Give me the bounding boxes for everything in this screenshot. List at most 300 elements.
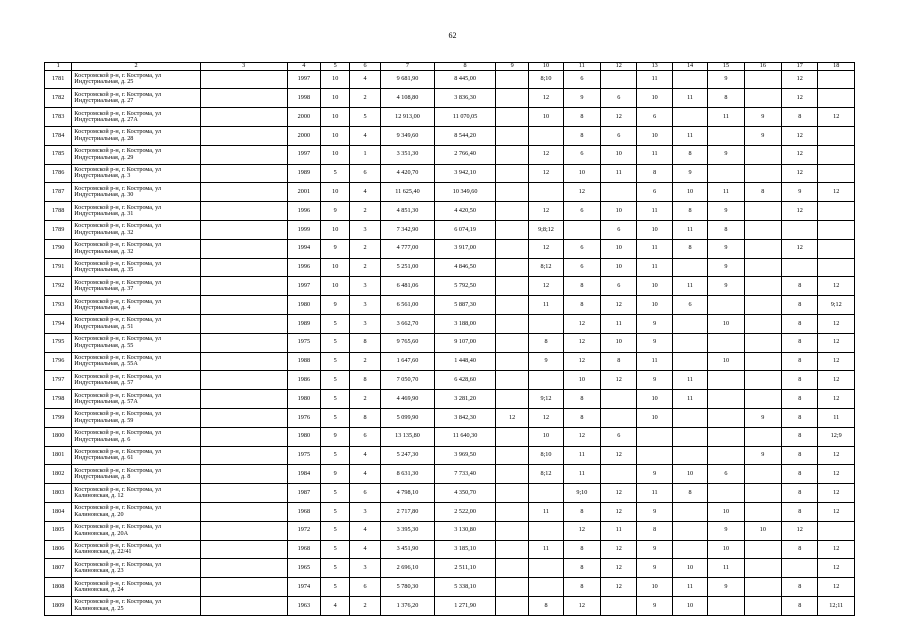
table-cell [708, 484, 744, 503]
table-cell: 12 [782, 164, 818, 183]
table-cell: 1997 [287, 277, 320, 296]
table-cell: 10 [321, 126, 350, 145]
table-cell: 1 [350, 145, 380, 164]
table-cell: 4 846,50 [435, 258, 496, 277]
table-cell [744, 559, 781, 578]
table-cell: 9 [708, 277, 744, 296]
table-cell: 12 [563, 521, 600, 540]
table-cell: 4 777,00 [380, 239, 435, 258]
table-cell [744, 202, 781, 221]
table-cell: 1968 [287, 502, 320, 521]
table-cell: 8 [529, 596, 563, 615]
table-cell: 8 [563, 108, 600, 127]
table-cell: 6 [350, 578, 380, 597]
table-cell: 3 969,50 [435, 446, 496, 465]
address-cell: Костромской р-н, г. Кострома, ул Индустриальная, д. 57А [72, 390, 200, 409]
table-cell [200, 502, 287, 521]
table-cell [529, 314, 563, 333]
table-cell: 11 [563, 446, 600, 465]
table-cell: 8 [708, 89, 744, 108]
table-cell: 10 [672, 183, 707, 202]
table-cell: 3 [350, 296, 380, 315]
table-cell: 11 [637, 70, 672, 89]
table-cell: 6 [563, 258, 600, 277]
table-cell [563, 220, 600, 239]
table-cell: 9 349,60 [380, 126, 435, 145]
row-number-cell: 1790 [45, 239, 72, 258]
table-cell: 12 [529, 145, 563, 164]
column-number-cell: 2 [72, 63, 200, 71]
table-cell [495, 164, 528, 183]
table-cell [495, 465, 528, 484]
row-number-cell: 1807 [45, 559, 72, 578]
table-cell: 12 [818, 502, 855, 521]
table-cell: 8 [637, 164, 672, 183]
row-number-cell: 1789 [45, 220, 72, 239]
table-cell: 10 [321, 183, 350, 202]
table-cell: 12 [818, 183, 855, 202]
table-cell: 1988 [287, 352, 320, 371]
table-cell: 10 [672, 465, 707, 484]
table-row [45, 183, 855, 202]
row-number-cell: 1794 [45, 314, 72, 333]
address-cell: Костромской р-н, г. Кострома, ул Индустриальная, д. 37 [72, 277, 200, 296]
table-cell: 2000 [287, 108, 320, 127]
table-cell: 11 [672, 578, 707, 597]
row-number-cell: 1799 [45, 408, 72, 427]
table-cell [672, 446, 707, 465]
table-cell [782, 258, 818, 277]
table-cell [744, 164, 781, 183]
table-cell: 11 [637, 258, 672, 277]
table-cell: 11 [672, 390, 707, 409]
table-cell [744, 220, 781, 239]
table-cell: 11 625,40 [380, 183, 435, 202]
table-cell [495, 183, 528, 202]
column-number-cell: 18 [818, 63, 855, 71]
table-cell: 10 [672, 596, 707, 615]
table-cell: 10 349,60 [435, 183, 496, 202]
row-number-cell: 1783 [45, 108, 72, 127]
table-cell: 10 [529, 108, 563, 127]
table-cell: 3 836,30 [435, 89, 496, 108]
table-row [45, 89, 855, 108]
table-cell: 12 [782, 70, 818, 89]
table-cell [601, 465, 637, 484]
table-cell: 10 [321, 145, 350, 164]
table-cell: 3 942,10 [435, 164, 496, 183]
table-cell [744, 296, 781, 315]
table-cell: 12 [601, 108, 637, 127]
table-cell: 9 [708, 578, 744, 597]
table-cell [708, 408, 744, 427]
table-cell [495, 70, 528, 89]
table-cell: 6 561,00 [380, 296, 435, 315]
table-cell [672, 521, 707, 540]
housing-register-table [44, 62, 855, 616]
table-cell: 6 [601, 126, 637, 145]
page-number: 62 [448, 31, 457, 40]
table-cell: 11 [672, 89, 707, 108]
table-cell [601, 183, 637, 202]
table-row [45, 540, 855, 559]
table-cell [200, 239, 287, 258]
table-cell: 9 [708, 521, 744, 540]
row-number-cell: 1795 [45, 333, 72, 352]
table-cell: 1975 [287, 333, 320, 352]
table-cell [200, 202, 287, 221]
table-cell: 11 [708, 183, 744, 202]
table-cell: 9 [321, 239, 350, 258]
table-cell: 11 [601, 521, 637, 540]
table-cell: 5 [321, 559, 350, 578]
table-cell [818, 145, 855, 164]
table-cell: 6 [601, 277, 637, 296]
table-cell: 3 [350, 220, 380, 239]
table-cell [744, 145, 781, 164]
row-number-cell: 1792 [45, 277, 72, 296]
table-cell: 8 [563, 502, 600, 521]
table-cell: 12 [782, 89, 818, 108]
table-cell [200, 277, 287, 296]
table-cell: 6 [601, 427, 637, 446]
table-cell [818, 239, 855, 258]
address-cell: Костромской р-н, г. Кострома, ул Индустриальная, д. 27 [72, 89, 200, 108]
table-cell [529, 578, 563, 597]
table-row [45, 314, 855, 333]
table-cell: 6 [563, 70, 600, 89]
table-cell: 9 [637, 596, 672, 615]
table-cell: 1965 [287, 559, 320, 578]
table-cell [200, 596, 287, 615]
table-row [45, 408, 855, 427]
address-cell: Костромской р-н, г. Кострома, ул Индустриальная, д. 55А [72, 352, 200, 371]
table-cell: 6 [672, 296, 707, 315]
table-cell: 9 [744, 408, 781, 427]
table-cell: 5 099,90 [380, 408, 435, 427]
table-row [45, 427, 855, 446]
table-cell: 11 [601, 314, 637, 333]
address-cell: Костромской р-н, г. Кострома, ул Индустриальная, д. 25 [72, 70, 200, 89]
table-cell: 11 [708, 559, 744, 578]
table-cell: 12 [782, 521, 818, 540]
table-cell: 11 [601, 164, 637, 183]
table-row [45, 371, 855, 390]
table-cell [495, 126, 528, 145]
column-number-cell: 17 [782, 63, 818, 71]
table-cell [818, 164, 855, 183]
table-cell [200, 220, 287, 239]
table-row [45, 258, 855, 277]
table-cell: 12 [818, 390, 855, 409]
table-cell: 10 [637, 126, 672, 145]
table-cell [200, 89, 287, 108]
column-number-cell: 12 [601, 63, 637, 71]
table-cell: 10 [637, 277, 672, 296]
table-cell: 5 [321, 333, 350, 352]
table-cell [200, 521, 287, 540]
table-cell [495, 502, 528, 521]
table-cell [200, 126, 287, 145]
table-cell: 10 [637, 220, 672, 239]
table-cell: 4 350,70 [435, 484, 496, 503]
table-cell: 10 [637, 578, 672, 597]
table-cell: 11 [637, 145, 672, 164]
table-cell [200, 559, 287, 578]
column-number-row [45, 63, 855, 71]
table-cell: 3 188,00 [435, 314, 496, 333]
table-cell [529, 559, 563, 578]
table-cell: 3 917,00 [435, 239, 496, 258]
table-cell: 1997 [287, 70, 320, 89]
table-cell [495, 352, 528, 371]
table-cell: 10 [637, 390, 672, 409]
table-cell [708, 446, 744, 465]
table-cell [200, 371, 287, 390]
table-cell: 12 [529, 164, 563, 183]
table-cell: 9 [744, 446, 781, 465]
address-cell: Костромской р-н, г. Кострома, ул Калиновская, д. 23 [72, 559, 200, 578]
table-cell: 6 [350, 427, 380, 446]
table-cell: 9 [782, 183, 818, 202]
table-cell: 9;10 [563, 484, 600, 503]
table-cell: 10 [321, 277, 350, 296]
table-cell [200, 145, 287, 164]
table-row [45, 145, 855, 164]
table-cell [672, 314, 707, 333]
address-cell: Костромской р-н, г. Кострома, ул Индустриальная, д. 51 [72, 314, 200, 333]
table-cell [744, 465, 781, 484]
row-number-cell: 1809 [45, 596, 72, 615]
address-cell: Костромской р-н, г. Кострома, ул Индустриальная, д. 8 [72, 465, 200, 484]
table-cell [672, 352, 707, 371]
table-cell: 8 [782, 465, 818, 484]
table-cell [495, 89, 528, 108]
table-cell: 8 [563, 126, 600, 145]
table-cell: 2 [350, 258, 380, 277]
table-cell: 10 [563, 371, 600, 390]
table-cell: 1975 [287, 446, 320, 465]
table-cell [200, 578, 287, 597]
table-cell [708, 126, 744, 145]
table-cell: 11 [672, 277, 707, 296]
table-cell: 4 [350, 70, 380, 89]
table-cell: 9 [563, 89, 600, 108]
table-row [45, 502, 855, 521]
table-cell [495, 521, 528, 540]
table-cell: 9 [637, 371, 672, 390]
table-cell [200, 258, 287, 277]
table-cell: 10 [321, 70, 350, 89]
table-cell: 5 [321, 484, 350, 503]
table-cell [495, 578, 528, 597]
table-cell: 4 [350, 540, 380, 559]
row-number-cell: 1785 [45, 145, 72, 164]
table-cell: 10 [744, 521, 781, 540]
column-number-cell: 1 [45, 63, 72, 71]
table-cell: 9 [672, 164, 707, 183]
table-cell: 9 [637, 502, 672, 521]
table-cell: 9 [708, 239, 744, 258]
row-number-cell: 1786 [45, 164, 72, 183]
table-cell: 12 [563, 427, 600, 446]
table-cell: 11 [563, 465, 600, 484]
table-cell: 8 [782, 352, 818, 371]
table-cell: 12 [818, 446, 855, 465]
table-cell: 9;8;12 [529, 220, 563, 239]
row-number-cell: 1808 [45, 578, 72, 597]
table-cell: 12 [601, 559, 637, 578]
table-cell: 8 [672, 202, 707, 221]
table-row [45, 390, 855, 409]
table-cell [818, 521, 855, 540]
table-cell: 5 [321, 446, 350, 465]
table-cell: 8 [672, 484, 707, 503]
table-cell [200, 540, 287, 559]
table-cell [200, 427, 287, 446]
table-cell: 11 [708, 108, 744, 127]
table-cell: 1984 [287, 465, 320, 484]
table-cell: 7 342,90 [380, 220, 435, 239]
table-cell: 12 [818, 540, 855, 559]
address-cell: Костромской р-н, г. Кострома, ул Калиновская, д. 25 [72, 596, 200, 615]
table-cell: 5 [321, 521, 350, 540]
table-cell: 8 [782, 390, 818, 409]
table-cell: 11 [672, 371, 707, 390]
table-cell: 6 074,19 [435, 220, 496, 239]
table-cell [672, 258, 707, 277]
row-number-cell: 1798 [45, 390, 72, 409]
table-cell: 11 [529, 540, 563, 559]
table-cell [529, 521, 563, 540]
table-cell: 12 [601, 296, 637, 315]
table-cell: 5 [321, 314, 350, 333]
table-cell: 9 [708, 202, 744, 221]
table-cell [744, 89, 781, 108]
table-row [45, 521, 855, 540]
table-cell: 8 544,20 [435, 126, 496, 145]
table-cell: 11 [818, 408, 855, 427]
table-cell: 10 [321, 108, 350, 127]
table-cell: 11 [672, 126, 707, 145]
table-cell: 10 [708, 314, 744, 333]
table-cell: 1996 [287, 202, 320, 221]
address-cell: Костромской р-н, г. Кострома, ул Индустриальная, д. 32 [72, 220, 200, 239]
table-cell: 10 [601, 145, 637, 164]
table-cell [818, 202, 855, 221]
table-cell: 11 [637, 484, 672, 503]
table-cell [744, 70, 781, 89]
table-cell: 9 [708, 258, 744, 277]
table-cell [200, 446, 287, 465]
column-number-cell: 8 [435, 63, 496, 71]
table-body [45, 63, 855, 616]
address-cell: Костромской р-н, г. Кострома, ул Индустриальная, д. 29 [72, 145, 200, 164]
table-cell: 2 [350, 89, 380, 108]
table-cell: 10 [672, 559, 707, 578]
address-cell: Костромской р-н, г. Кострома, ул Калиновская, д. 22/41 [72, 540, 200, 559]
column-number-cell: 3 [200, 63, 287, 71]
table-cell: 9 [321, 202, 350, 221]
table-cell: 12 [495, 408, 528, 427]
table-cell: 12 [563, 183, 600, 202]
table-cell [744, 258, 781, 277]
table-cell: 6 [350, 164, 380, 183]
table-row [45, 333, 855, 352]
table-cell: 8 [782, 484, 818, 503]
table-cell [672, 408, 707, 427]
table-cell [601, 70, 637, 89]
table-cell: 10 [321, 220, 350, 239]
row-number-cell: 1787 [45, 183, 72, 202]
table-cell: 4 420,70 [380, 164, 435, 183]
table-cell: 8 [563, 390, 600, 409]
table-cell [200, 408, 287, 427]
table-row [45, 352, 855, 371]
table-cell: 5 [321, 502, 350, 521]
table-cell: 11 [637, 352, 672, 371]
table-cell [200, 70, 287, 89]
table-cell: 4 798,10 [380, 484, 435, 503]
table-cell [708, 390, 744, 409]
table-cell [672, 333, 707, 352]
table-cell: 8 [672, 145, 707, 164]
table-cell: 6 [637, 183, 672, 202]
table-cell: 9 [321, 296, 350, 315]
table-cell [818, 220, 855, 239]
table-cell: 10 [529, 427, 563, 446]
table-cell: 9 107,00 [435, 333, 496, 352]
table-cell [529, 183, 563, 202]
table-cell: 9 [637, 465, 672, 484]
row-number-cell: 1804 [45, 502, 72, 521]
table-cell: 8 [782, 108, 818, 127]
table-cell [818, 126, 855, 145]
table-cell [495, 559, 528, 578]
row-number-cell: 1781 [45, 70, 72, 89]
table-cell: 12 [563, 596, 600, 615]
table-row [45, 220, 855, 239]
address-cell: Костромской р-н, г. Кострома, ул Индустриальная, д. 27А [72, 108, 200, 127]
table-cell: 12 [782, 239, 818, 258]
table-cell [672, 540, 707, 559]
table-cell: 8 [782, 277, 818, 296]
table-cell: 12 [529, 202, 563, 221]
row-number-cell: 1796 [45, 352, 72, 371]
table-row [45, 484, 855, 503]
table-cell: 10 [601, 239, 637, 258]
table-cell: 8 445,00 [435, 70, 496, 89]
table-cell [744, 371, 781, 390]
table-cell [672, 427, 707, 446]
row-number-cell: 1802 [45, 465, 72, 484]
table-cell [744, 427, 781, 446]
table-cell [200, 465, 287, 484]
table-cell: 12 [818, 484, 855, 503]
table-row [45, 202, 855, 221]
table-cell [495, 202, 528, 221]
table-row [45, 277, 855, 296]
table-cell: 8;10 [529, 70, 563, 89]
table-cell: 1986 [287, 371, 320, 390]
table-cell [495, 427, 528, 446]
table-cell: 6 [563, 239, 600, 258]
table-cell: 5 [321, 540, 350, 559]
table-cell: 2 717,80 [380, 502, 435, 521]
table-cell: 1972 [287, 521, 320, 540]
table-cell: 8;12 [529, 258, 563, 277]
table-cell: 12 [818, 352, 855, 371]
